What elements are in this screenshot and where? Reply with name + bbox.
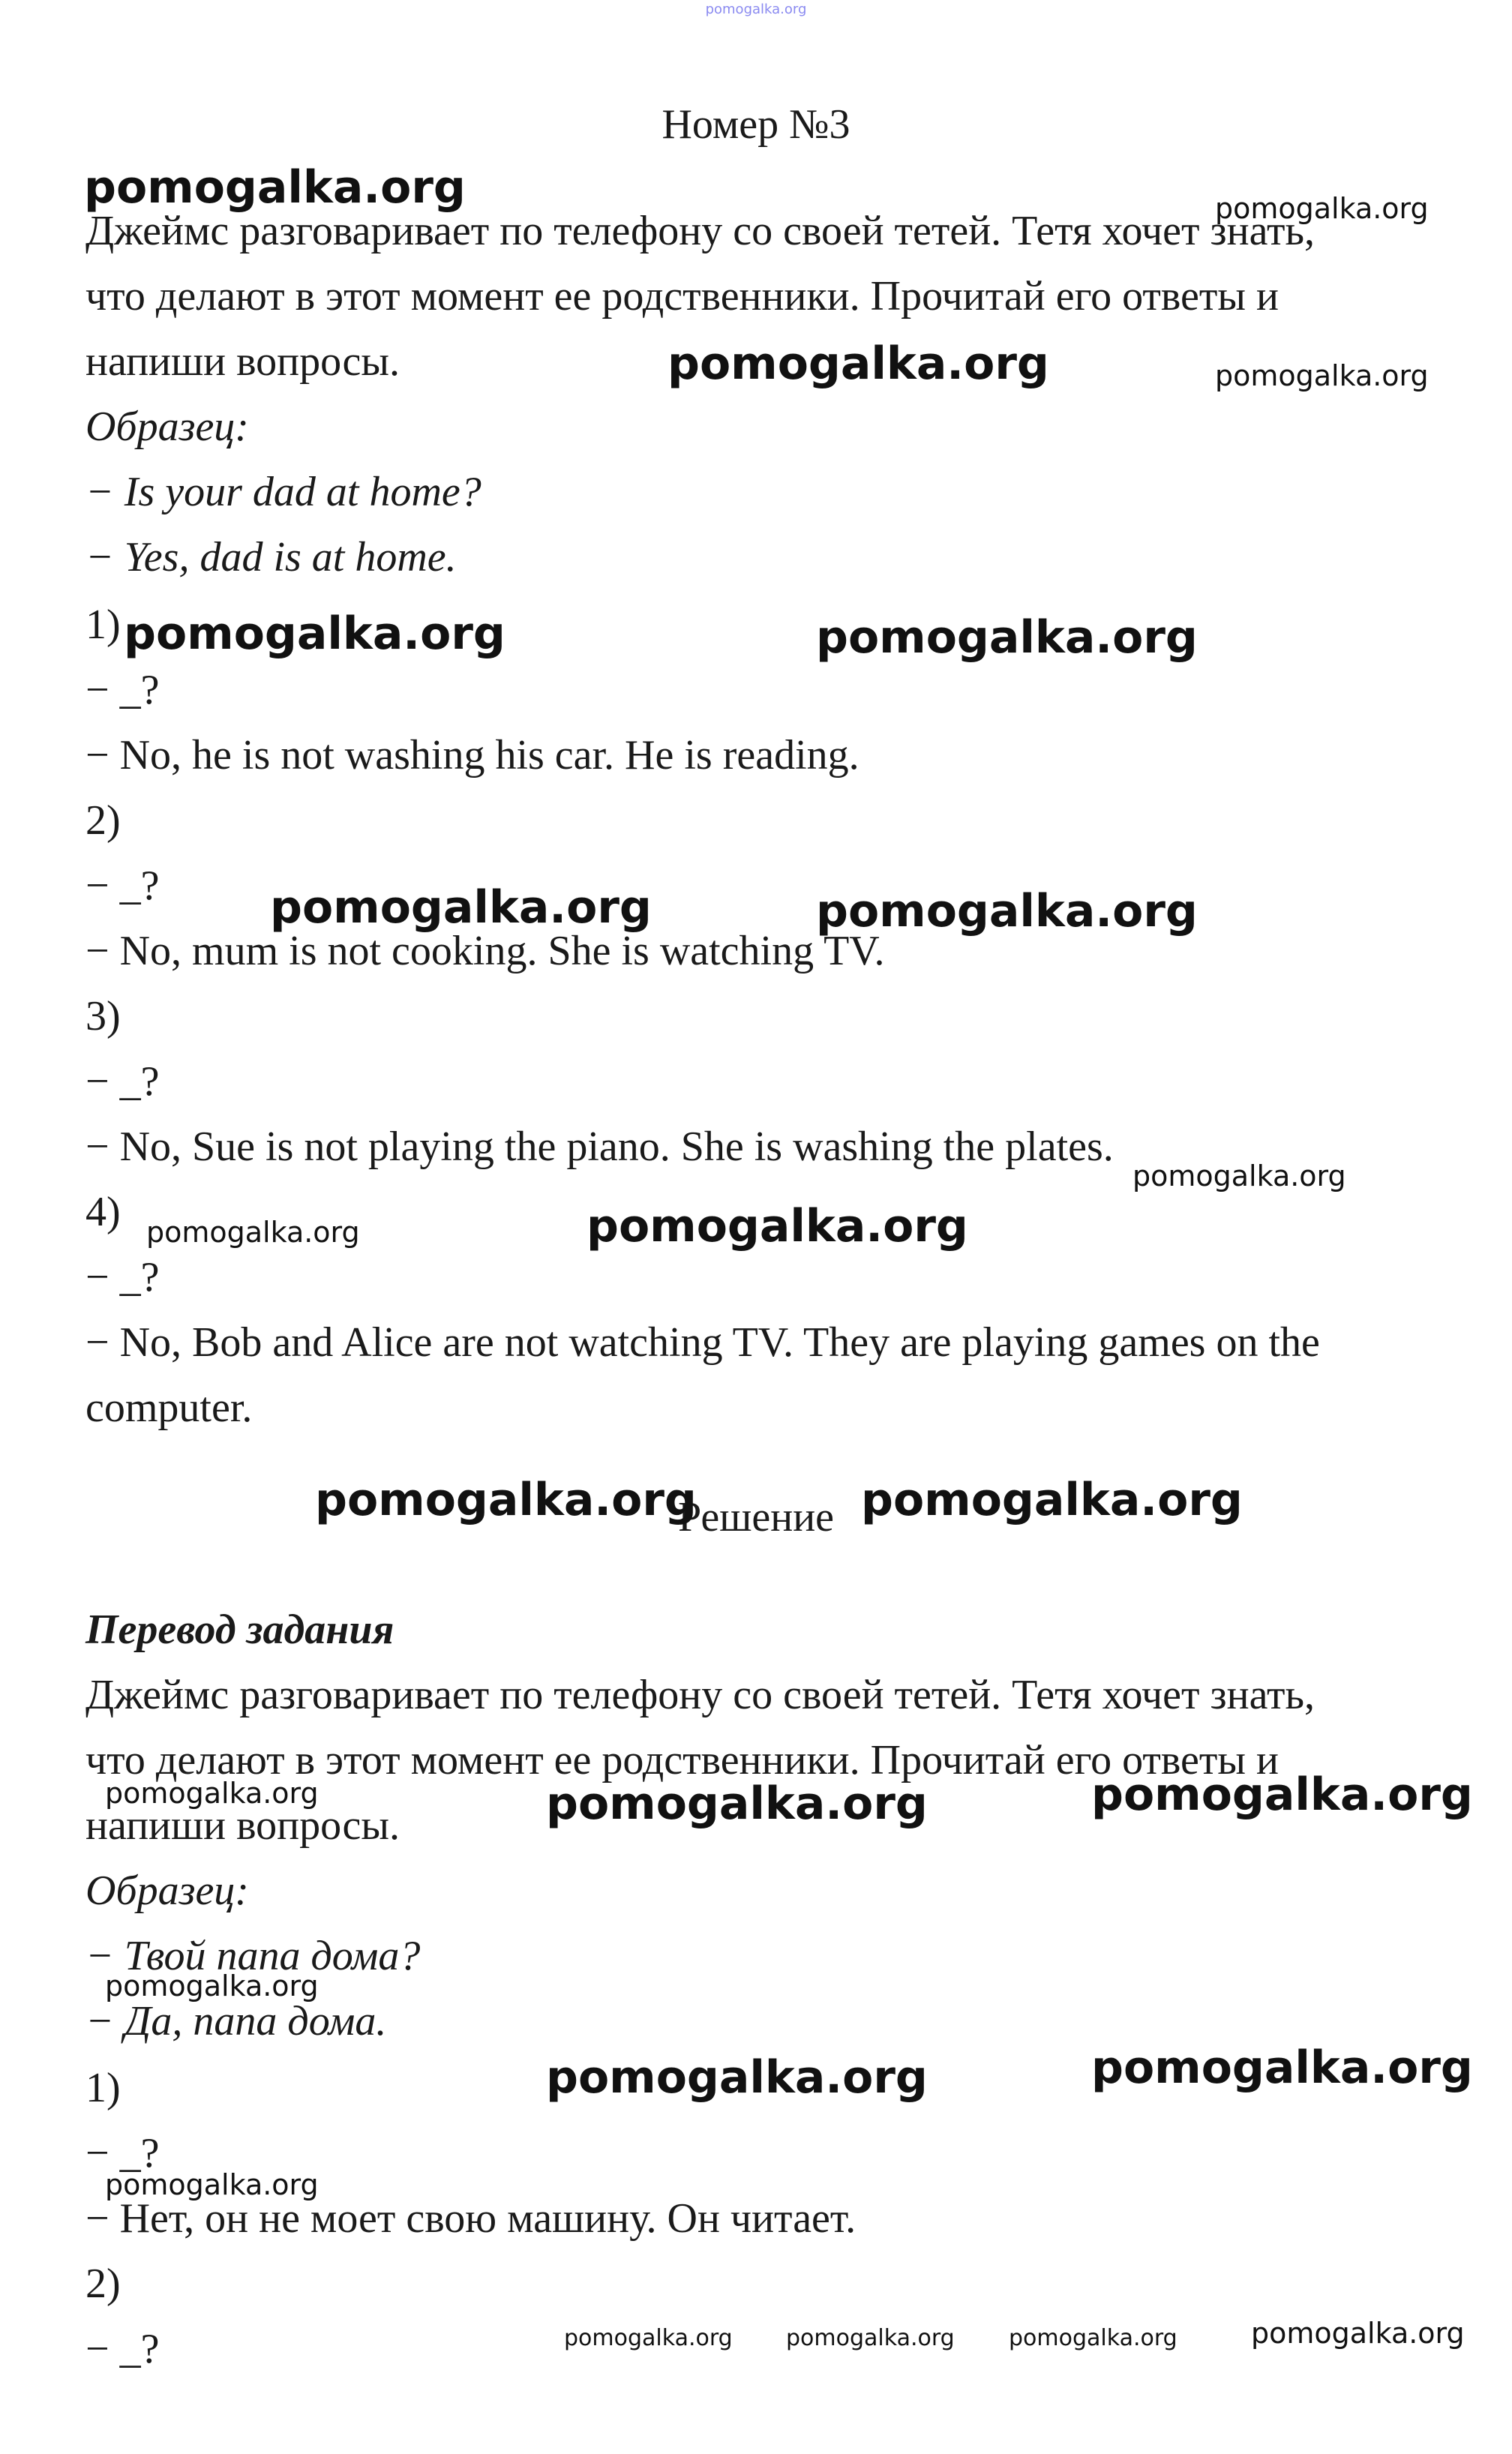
watermark: pomogalka.org (1215, 192, 1429, 225)
watermark: pomogalka.org (564, 2325, 733, 2351)
translation-example-label: Образец: (86, 1868, 249, 1914)
translation-item-2-question: − _? (86, 2326, 160, 2372)
item-3-answer: − No, Sue is not playing the piano. She is washing the plates. (86, 1124, 1114, 1170)
item-1-answer: − No, he is not washing his car. He is reading. (86, 732, 860, 778)
watermark: pomogalka.org (1215, 359, 1429, 392)
example-label: Образец: (86, 404, 249, 450)
item-4-number: 4) (86, 1189, 121, 1235)
watermark: pomogalka.org (105, 1970, 319, 2002)
solution-label: Решение (677, 1494, 835, 1540)
example-answer: − Yes, dad is at home. (86, 534, 457, 580)
item-2-question: − _? (86, 862, 160, 909)
watermark: pomogalka.org (586, 1200, 968, 1252)
translation-intro-line-3: напиши вопросы. (86, 1802, 400, 1849)
watermark: pomogalka.org (816, 611, 1198, 664)
watermark: pomogalka.org (105, 2168, 319, 2201)
watermark: pomogalka.org (124, 608, 506, 660)
watermark: pomogalka.org (105, 1777, 319, 1810)
translation-example-answer: − Да, папа дома. (86, 1998, 387, 2044)
watermark: pomogalka.org (1251, 2317, 1465, 2350)
watermark: pomogalka.org (546, 1778, 928, 1830)
translation-item-2-number: 2) (86, 2260, 121, 2307)
watermark: pomogalka.org (1091, 1768, 1473, 1821)
watermark: pomogalka.org (270, 881, 652, 934)
item-4-answer-line-1: − No, Bob and Alice are not watching TV. They are playing games on the (86, 1319, 1320, 1366)
item-2-answer: − No, mum is not cooking. She is watching TV. (86, 928, 885, 974)
watermark: pomogalka.org (861, 1474, 1243, 1526)
watermark: pomogalka.org (1132, 1160, 1346, 1192)
task-intro-line-1: Джеймс разговаривает по телефону со своей тетей. Тетя хочет знать, (86, 208, 1316, 254)
item-4-question: − _? (86, 1254, 160, 1300)
item-3-number: 3) (86, 993, 121, 1040)
example-question: − Is your dad at home? (86, 469, 482, 515)
item-4-answer-line-2: computer. (86, 1384, 253, 1431)
translation-heading: Перевод задания (86, 1606, 394, 1653)
watermark: pomogalka.org (146, 1216, 360, 1249)
task-intro-line-3: напиши вопросы. (86, 338, 400, 385)
task-intro-line-2: что делают в этот момент ее родственники. Прочитай его ответы и (86, 273, 1279, 320)
item-2-number: 2) (86, 797, 121, 844)
watermark: pomogalka.org (668, 338, 1049, 390)
translation-item-1-question: − _? (86, 2130, 160, 2176)
translation-item-1-number: 1) (86, 2065, 121, 2111)
watermark: pomogalka.org (546, 2051, 928, 2104)
watermark: pomogalka.org (315, 1474, 697, 1526)
translation-intro-line-2: что делают в этот момент ее родственники. Прочитай его ответы и (86, 1737, 1279, 1784)
watermark-top: pomogalka.org (705, 2, 807, 17)
translation-intro-line-1: Джеймс разговаривает по телефону со своей тетей. Тетя хочет знать, (86, 1672, 1316, 1718)
watermark: pomogalka.org (786, 2325, 955, 2351)
watermark: pomogalka.org (1091, 2042, 1473, 2094)
item-1-question: − _? (86, 667, 160, 713)
watermark: pomogalka.org (1009, 2325, 1178, 2351)
watermark: pomogalka.org (84, 161, 466, 214)
translation-item-1-answer: − Нет, он не моет свою машину. Он читает. (86, 2195, 856, 2242)
item-1-number: 1) (86, 602, 121, 648)
watermark: pomogalka.org (816, 885, 1198, 938)
item-3-question: − _? (86, 1058, 160, 1105)
translation-example-question: − Твой папа дома? (86, 1933, 421, 1979)
page-title: Номер №3 (662, 101, 850, 148)
